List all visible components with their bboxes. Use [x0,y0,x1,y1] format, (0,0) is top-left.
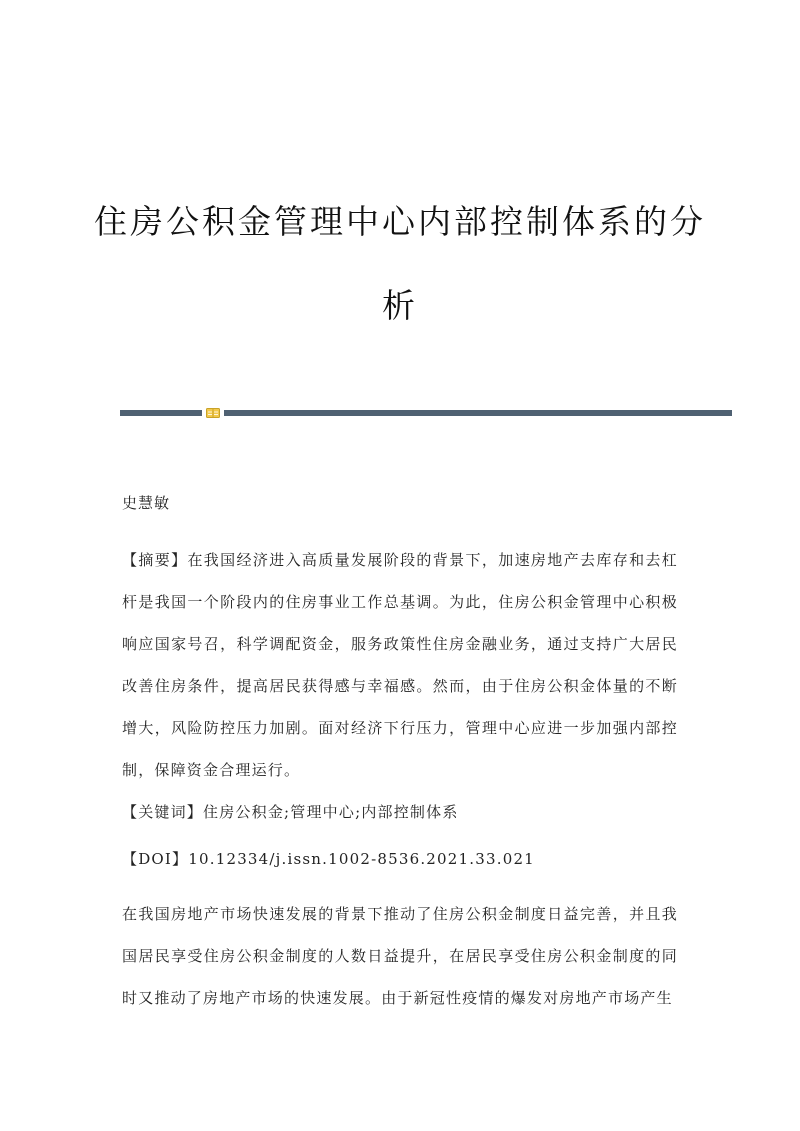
title-line-2: 析 [382,286,418,325]
doi-text: 10.12334/j.issn.1002-8536.2021.33.021 [188,850,535,868]
divider-bar-left [120,410,202,416]
title-divider [120,408,732,418]
keywords-text: 住房公积金;管理中心;内部控制体系 [203,803,459,821]
divider-bar-right [224,410,732,416]
abstract-paragraph [122,539,678,791]
keywords-label: 【关键词】 [122,803,204,821]
book-icon [206,408,220,418]
author-name: 史慧敏 [122,494,171,512]
doi-line [122,847,678,871]
keywords-line [122,800,678,824]
abstract-text: 在我国经济进入高质量发展阶段的背景下，加速房地产去库存和去杠杆是我国一个阶段内的住房事业工作总基调。为此，住房公积金管理中心积极响应国家号召，科学调配资金，服务政策性住房金融业务，通过支持广大居民改善住房条件，提高居民获得感与幸福感。然而，由于住房公积金体量的不断增大，风险防控压力加剧。面对经济下行压力，管理中心应进一步加强内部控制，保障资金合理运行。 [122,551,678,779]
paper-title [70,180,730,348]
title-line-1: 住房公积金管理中心内部控制体系的分 [94,202,706,241]
body-paragraph: 在我国房地产市场快速发展的背景下推动了住房公积金制度日益完善，并且我国居民享受住房公积金制度的人数日益提升，在居民享受住房公积金制度的同时又推动了房地产市场的快速发展。由于新冠性疫情的爆发对房地产市场产生 [122,905,678,1007]
abstract-label: 【摘要】 [122,551,188,569]
doi-label: 【DOI】 [122,850,189,868]
